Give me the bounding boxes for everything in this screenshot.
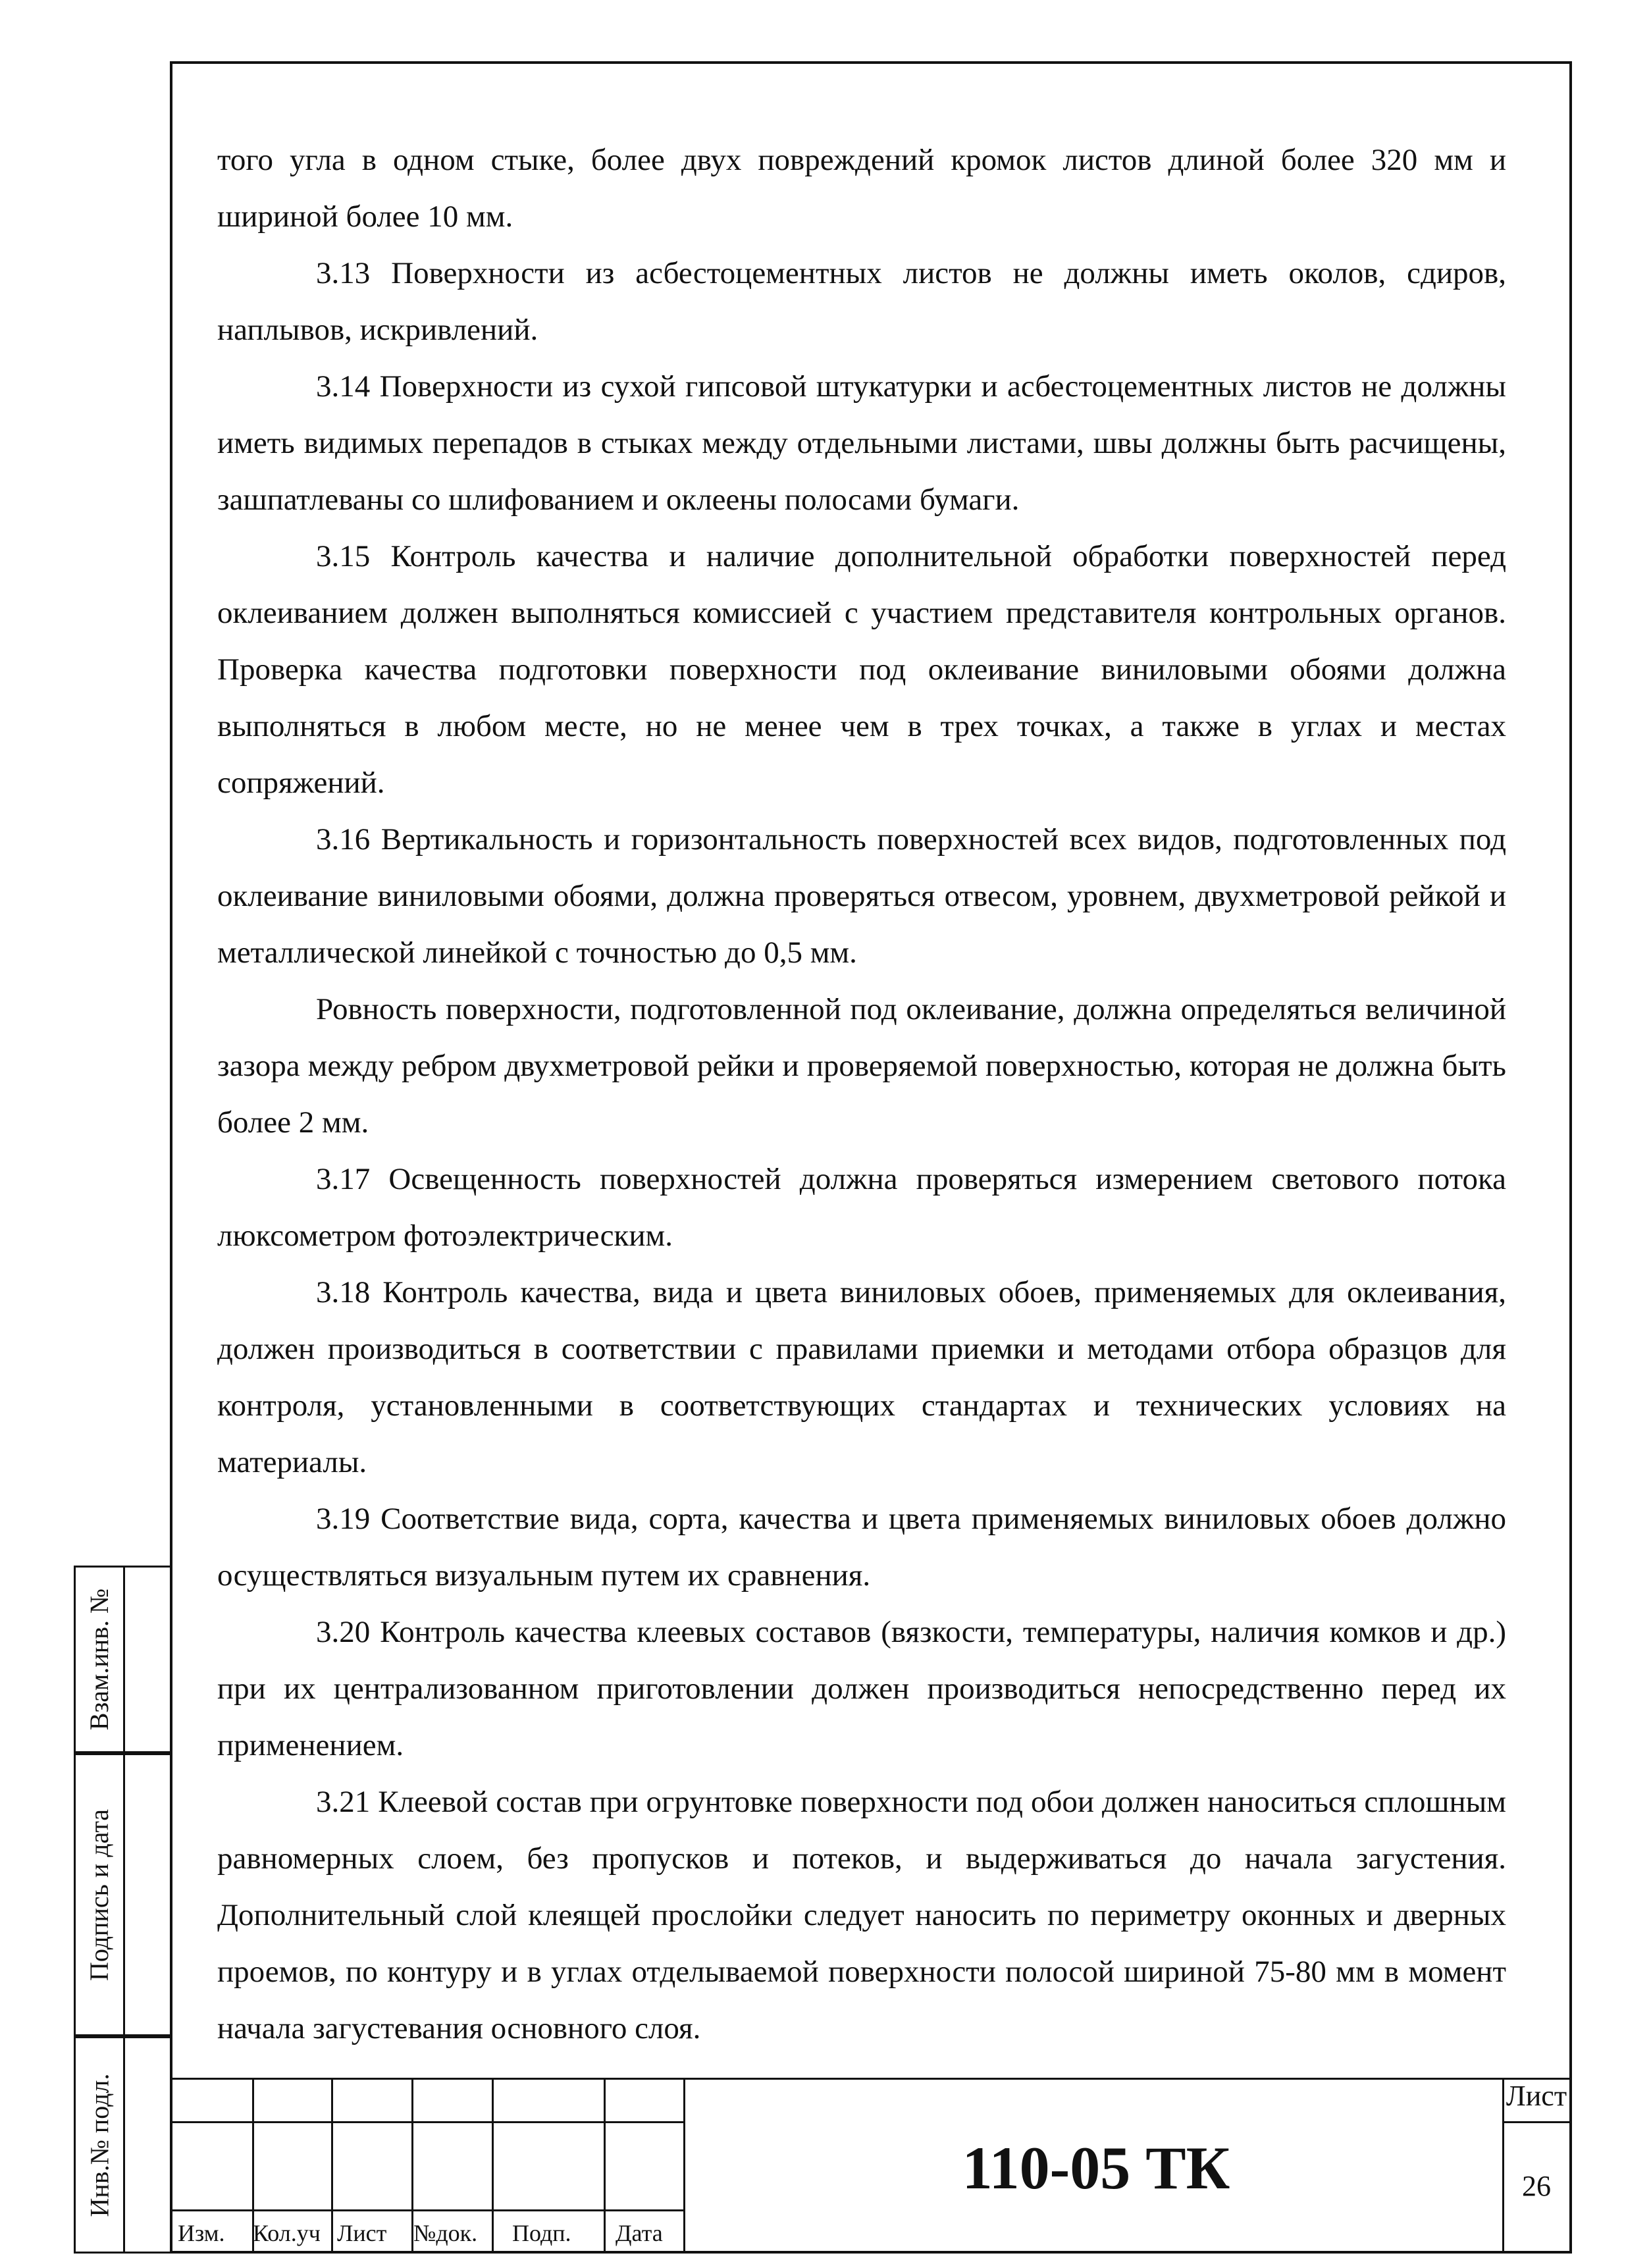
col-divider-4 <box>492 2078 494 2254</box>
col-podp: Подп. <box>512 2220 571 2246</box>
paragraph-3-13: 3.13 Поверхности из асбестоцементных листов не должны иметь околов, сдиров, наплывов, искривлений. <box>217 256 1506 347</box>
stamp-inv-orig-label: Инв.№ подл. <box>84 2073 115 2217</box>
stamp-inv-zam <box>74 1566 170 1753</box>
document-code: 110-05 ТК <box>962 2134 1230 2202</box>
col-data: Дата <box>616 2220 663 2246</box>
col-list: Лист <box>337 2220 387 2246</box>
paragraph-3-21: 3.21 Клеевой состав при огрунтовке поверхности под обои должен наноситься сплошным равномерных слоем, без пропусков и потеков, и выдерживаться до начала загустения. Дополнительный слой клеящей прослойки следует наносить по периметру оконных и дверных проемов, по контуру и в углах отделываемой поверхности полосой шириной 75-80 мм в момент начала загустевания основного слоя. <box>217 1785 1506 2045</box>
paragraph-3-14: 3.14 Поверхности из сухой гипсовой штукатурки и асбестоцементных листов не должны иметь видимых перепадов в стыках между отдельными листами, швы должны быть расчищены, зашпатлеваны со шлифованием и оклеены полосами бумаги. <box>217 369 1506 517</box>
col-divider-2 <box>331 2078 333 2254</box>
stamp-sign-date <box>74 1753 170 2036</box>
stamp-inv-zam-label: Взам.инв. № <box>84 1588 115 1731</box>
sheet-cell-line <box>1502 2121 1572 2123</box>
paragraph-flatness: Ровность поверхности, подготовленной под оклеивание, должна определяться величиной зазора между ребром двухметровой рейки и проверяемой поверхностью, которая не должна быть более 2 мм. <box>217 992 1506 1140</box>
stamp-sign-date-label: Подпись и дата <box>84 1808 115 1981</box>
paragraph-3-18: 3.18 Контроль качества, вида и цвета виниловых обоев, применяемых для оклеивания, должен производиться в соответствии с правилами приемки и методами отбора образцов для контроля, установленными в соответствующих стандартах и технических условиях на материалы. <box>217 1275 1506 1479</box>
paragraph-3-17: 3.17 Освещенность поверхностей должна проверяться измерением светового потока люксометром фотоэлектрическим. <box>217 1162 1506 1253</box>
col-ndok: №док. <box>413 2220 478 2246</box>
document-body <box>217 132 1506 2057</box>
title-block-top-line <box>170 2078 1572 2080</box>
title-block-row-line-1 <box>170 2121 683 2123</box>
paragraph-3-20: 3.20 Контроль качества клеевых составов (вязкости, температуры, наличия комков и др.) при их централизованном приготовлении должен производиться непосредственно перед их применением. <box>217 1615 1506 1762</box>
paragraph-3-16: 3.16 Вертикальность и горизонтальность поверхностей всех видов, подготовленных под оклеивание виниловыми обоями, должна проверяться отвесом, уровнем, двухметровой рейкой и металлической линейкой с точностью до 0,5 мм. <box>217 822 1506 970</box>
col-kol-uch: Кол.уч <box>253 2220 321 2246</box>
col-izm: Изм. <box>178 2220 225 2246</box>
paragraph-continuation: того угла в одном стыке, более двух повреждений кромок листов длиной более 320 мм и шириной более 10 мм. <box>217 143 1506 234</box>
title-block-row-line-2 <box>170 2209 683 2211</box>
col-divider-5 <box>604 2078 606 2254</box>
sheet-label: Лист <box>1506 2080 1567 2112</box>
paragraph-3-19: 3.19 Соответствие вида, сорта, качества и цвета применяемых виниловых обоев должно осуществляться визуальным путем их сравнения. <box>217 1502 1506 1593</box>
sheet-number: 26 <box>1522 2170 1551 2202</box>
stamp-inv-orig <box>74 2036 170 2254</box>
paragraph-3-15: 3.15 Контроль качества и наличие дополнительной обработки поверхностей перед оклеиванием должен выполняться комиссией с участием представителя контрольных органов. Проверка качества подготовки поверхности под оклеивание виниловыми обоями должна выполняться в любом месте, но не менее чем в трех точках, а также в углах и местах сопряжений. <box>217 539 1506 800</box>
